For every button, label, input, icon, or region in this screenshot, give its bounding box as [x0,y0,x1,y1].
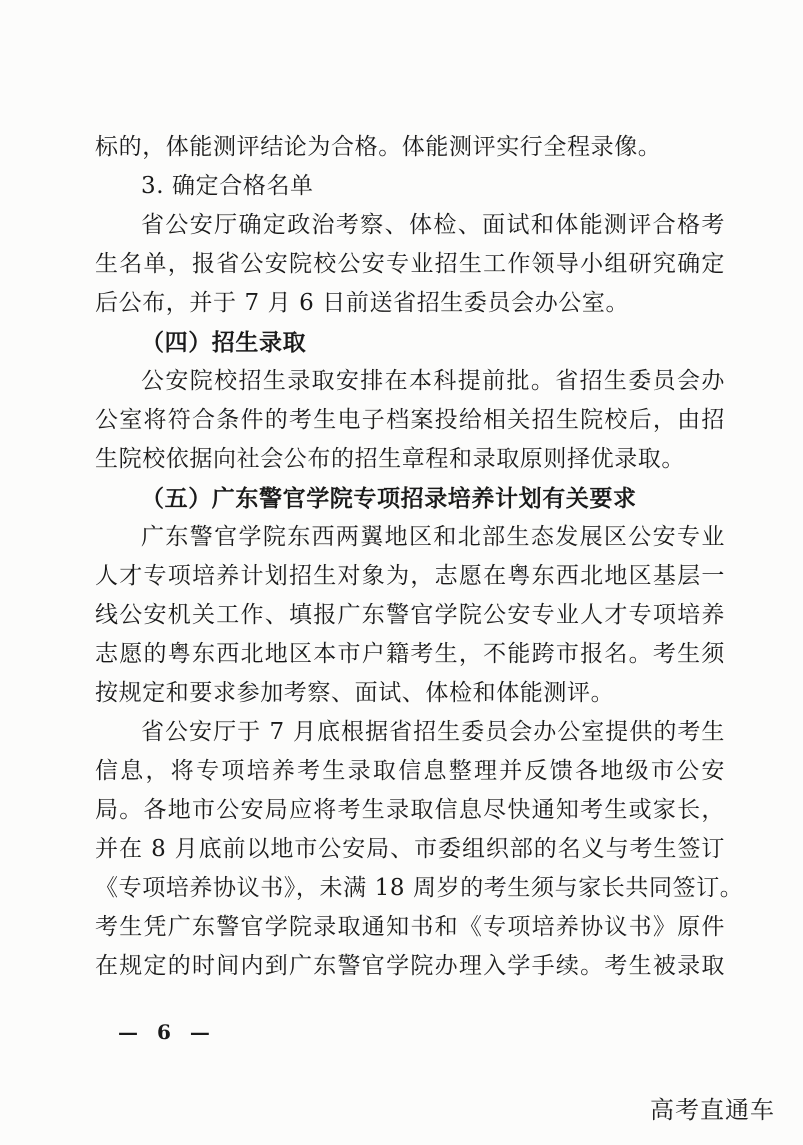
text-line: 《专项培养协议书》，未满 18 周岁的考生须与家长共同签订。 [95,875,744,901]
text-line: 考生凭广东警官学院录取通知书和《专项培养协议书》原件 [95,914,725,940]
text-line: 并在 8 月底前以地市公安局、市委组织部的名义与考生签订 [95,836,725,862]
watermark-text: 高考直通车 [650,1096,775,1124]
text-line: 在规定的时间内到广东警官学院办理入学手续。考生被录取 [95,953,725,979]
text-line: 信息，将专项培养考生录取信息整理并反馈各地级市公安 [95,758,725,784]
text-line: 后公布，并于 7 月 6 日前送省招生委员会办公室。 [95,290,630,316]
text-line: 公室将符合条件的考生电子档案投给相关招生院校后，由招 [95,407,725,433]
text-line: （五）广东警官学院专项招录培养计划有关要求 [141,485,637,512]
text-line: 省公安厅于 7 月底根据省招生委员会办公室提供的考生 [141,719,725,745]
body-text [95,128,744,986]
text-line: 志愿的粤东西北地区本市户籍考生，不能跨市报名。考生须 [95,641,725,667]
text-line: 局。各地市公安局应将考生录取信息尽快通知考生或家长， [95,797,725,823]
text-line: 标的，体能测评结论为合格。体能测评实行全程录像。 [95,134,662,160]
page-number: — 6 — [118,1020,216,1044]
text-line: 人才专项培养计划招生对象为，志愿在粤东西北地区基层一 [95,563,725,589]
text-line: 按规定和要求参加考察、面试、体检和体能测评。 [95,680,615,706]
text-line: 省公安厅确定政治考察、体检、面试和体能测评合格考 [141,212,725,238]
text-line: 生名单，报省公安院校公安专业招生工作领导小组研究确定 [95,251,725,277]
text-line: 广东警官学院东西两翼地区和北部生态发展区公安专业 [141,524,725,550]
text-line: 3. 确定合格名单 [141,173,314,199]
text-line: 生院校依据向社会公布的招生章程和录取原则择优录取。 [95,446,685,472]
text-line: 公安院校招生录取安排在本科提前批。省招生委员会办 [141,368,725,394]
text-line: 线公安机关工作、填报广东警官学院公安专业人才专项培养 [95,602,725,628]
text-line: （四）招生录取 [141,329,307,356]
